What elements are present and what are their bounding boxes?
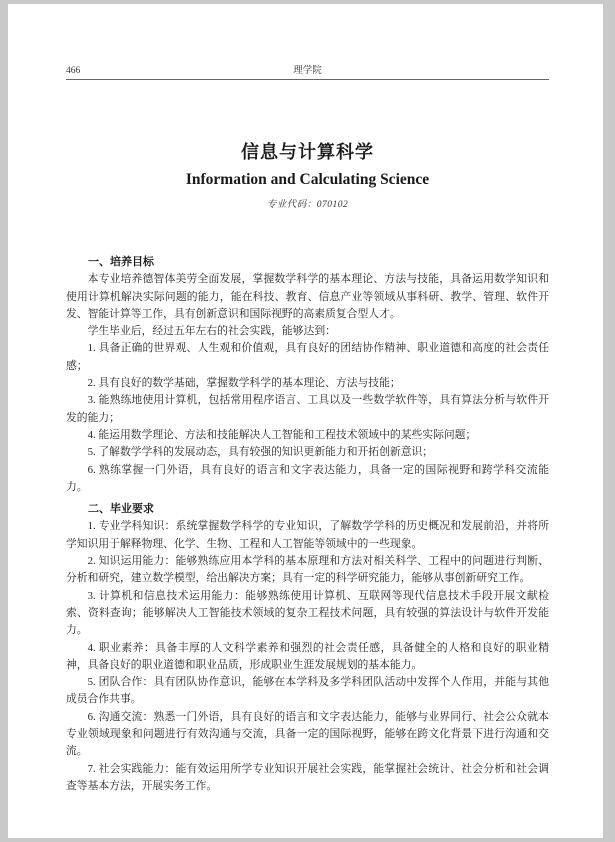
- section-heading: 二、毕业要求: [88, 503, 154, 516]
- paragraph: 本专业培养德智体美劳全面发展，掌握数学科学的基本理论、方法与技能，具备运用数学知识和使用计算机解决实际问题的能力，能在科技、教育、信息产业等领域从事科研、教学、管理、软件开发、智能计算等工作，具有创新意识和国际视野的高素质复合型人才。: [66, 273, 549, 320]
- list-item: 7. 社会实践能力：能有效运用所学专业知识开展社会实践，能掌握社会统计、社会分析和社会调查等基本方法，开展实务工作。: [66, 762, 549, 792]
- document-body: [66, 254, 549, 795]
- list-item: 2. 具有良好的数学基础，掌握数学科学的基本理论、方法与技能；: [87, 377, 401, 390]
- page-content: [8, 66, 603, 795]
- major-title-zh: 信息与计算科学: [241, 142, 374, 162]
- list-item: 4. 能运用数学理论、方法和技能解决人工智能和工程技术领域中的某些实际问题；: [87, 428, 477, 441]
- list-item: 4. 职业素养：具备丰厚的人文科学素养和强烈的社会责任感，具备健全的人格和良好的职业精神，具备良好的职业道德和职业品质，形成职业生涯发展规划的基本能力。: [66, 641, 549, 671]
- list-item: 3. 计算机和信息技术运用能力：能够熟练使用计算机、互联网等现代信息技术手段开展文献检索、资料查询；能够解决人工智能技术领域的复杂工程技术问题，具有较强的算法设计与软件开发能力。: [66, 589, 549, 637]
- list-item: 5. 了解数学学科的发展动态，具有较强的知识更新能力和开拓创新意识；: [87, 446, 434, 459]
- major-code: 专业代码：070102: [266, 200, 349, 210]
- major-title-en: Information and Calculating Science: [185, 171, 430, 188]
- list-item: 5. 团队合作：具有团队协作意识，能够在本学科及多学科团队活动中发挥个人作用，并能与其他成员合作共事。: [66, 676, 549, 706]
- list-item: 2. 知识运用能力：能够熟练应用本学科的基本原理和方法对相关科学、工程中的问题进行判断、分析和研究，建立数学模型，给出解决方案；具有一定的科学研究能力，能够从事创新研究工作。: [66, 555, 549, 585]
- paragraph: 学生毕业后，经过五年左右的社会实践，能够达到：: [87, 325, 336, 338]
- list-item: 1. 专业学科知识：系统掌握数学科学的专业知识，了解数学学科的历史概况和发展前沿，并将所学知识用于解释物理、化学、生物、工程和人工智能等领域中的一些现象。: [66, 520, 549, 550]
- section-training-objectives: [66, 254, 549, 496]
- title-block: [66, 138, 549, 210]
- list-item: 3. 能熟练地使用计算机，包括常用程序语言、工具以及一些数学软件等，具有算法分析与软件开发的能力；: [66, 394, 549, 424]
- page-number: 466: [66, 66, 81, 76]
- running-header: [66, 66, 549, 80]
- section-heading: 一、培养目标: [88, 256, 154, 268]
- header-college-title: 理学院: [293, 66, 322, 76]
- document-page: [8, 4, 603, 838]
- list-item: 6. 熟练掌握一门外语，具有良好的语言和文字表达能力，具备一定的国际视野和跨学科交流能力。: [66, 463, 549, 493]
- list-item: 1. 具备正确的世界观、人生观和价值观，具有良好的团结协作精神、职业道德和高度的社会责任感；: [66, 342, 549, 372]
- section-graduation-requirements: [66, 501, 549, 795]
- list-item: 6. 沟通交流：熟悉一门外语，具有良好的语言和文字表达能力，能够与业界同行、社会公众就本专业领域现象和问题进行有效沟通与交流，具备一定的国际视野，能够在跨文化背景下进行沟通和交流。: [66, 710, 549, 758]
